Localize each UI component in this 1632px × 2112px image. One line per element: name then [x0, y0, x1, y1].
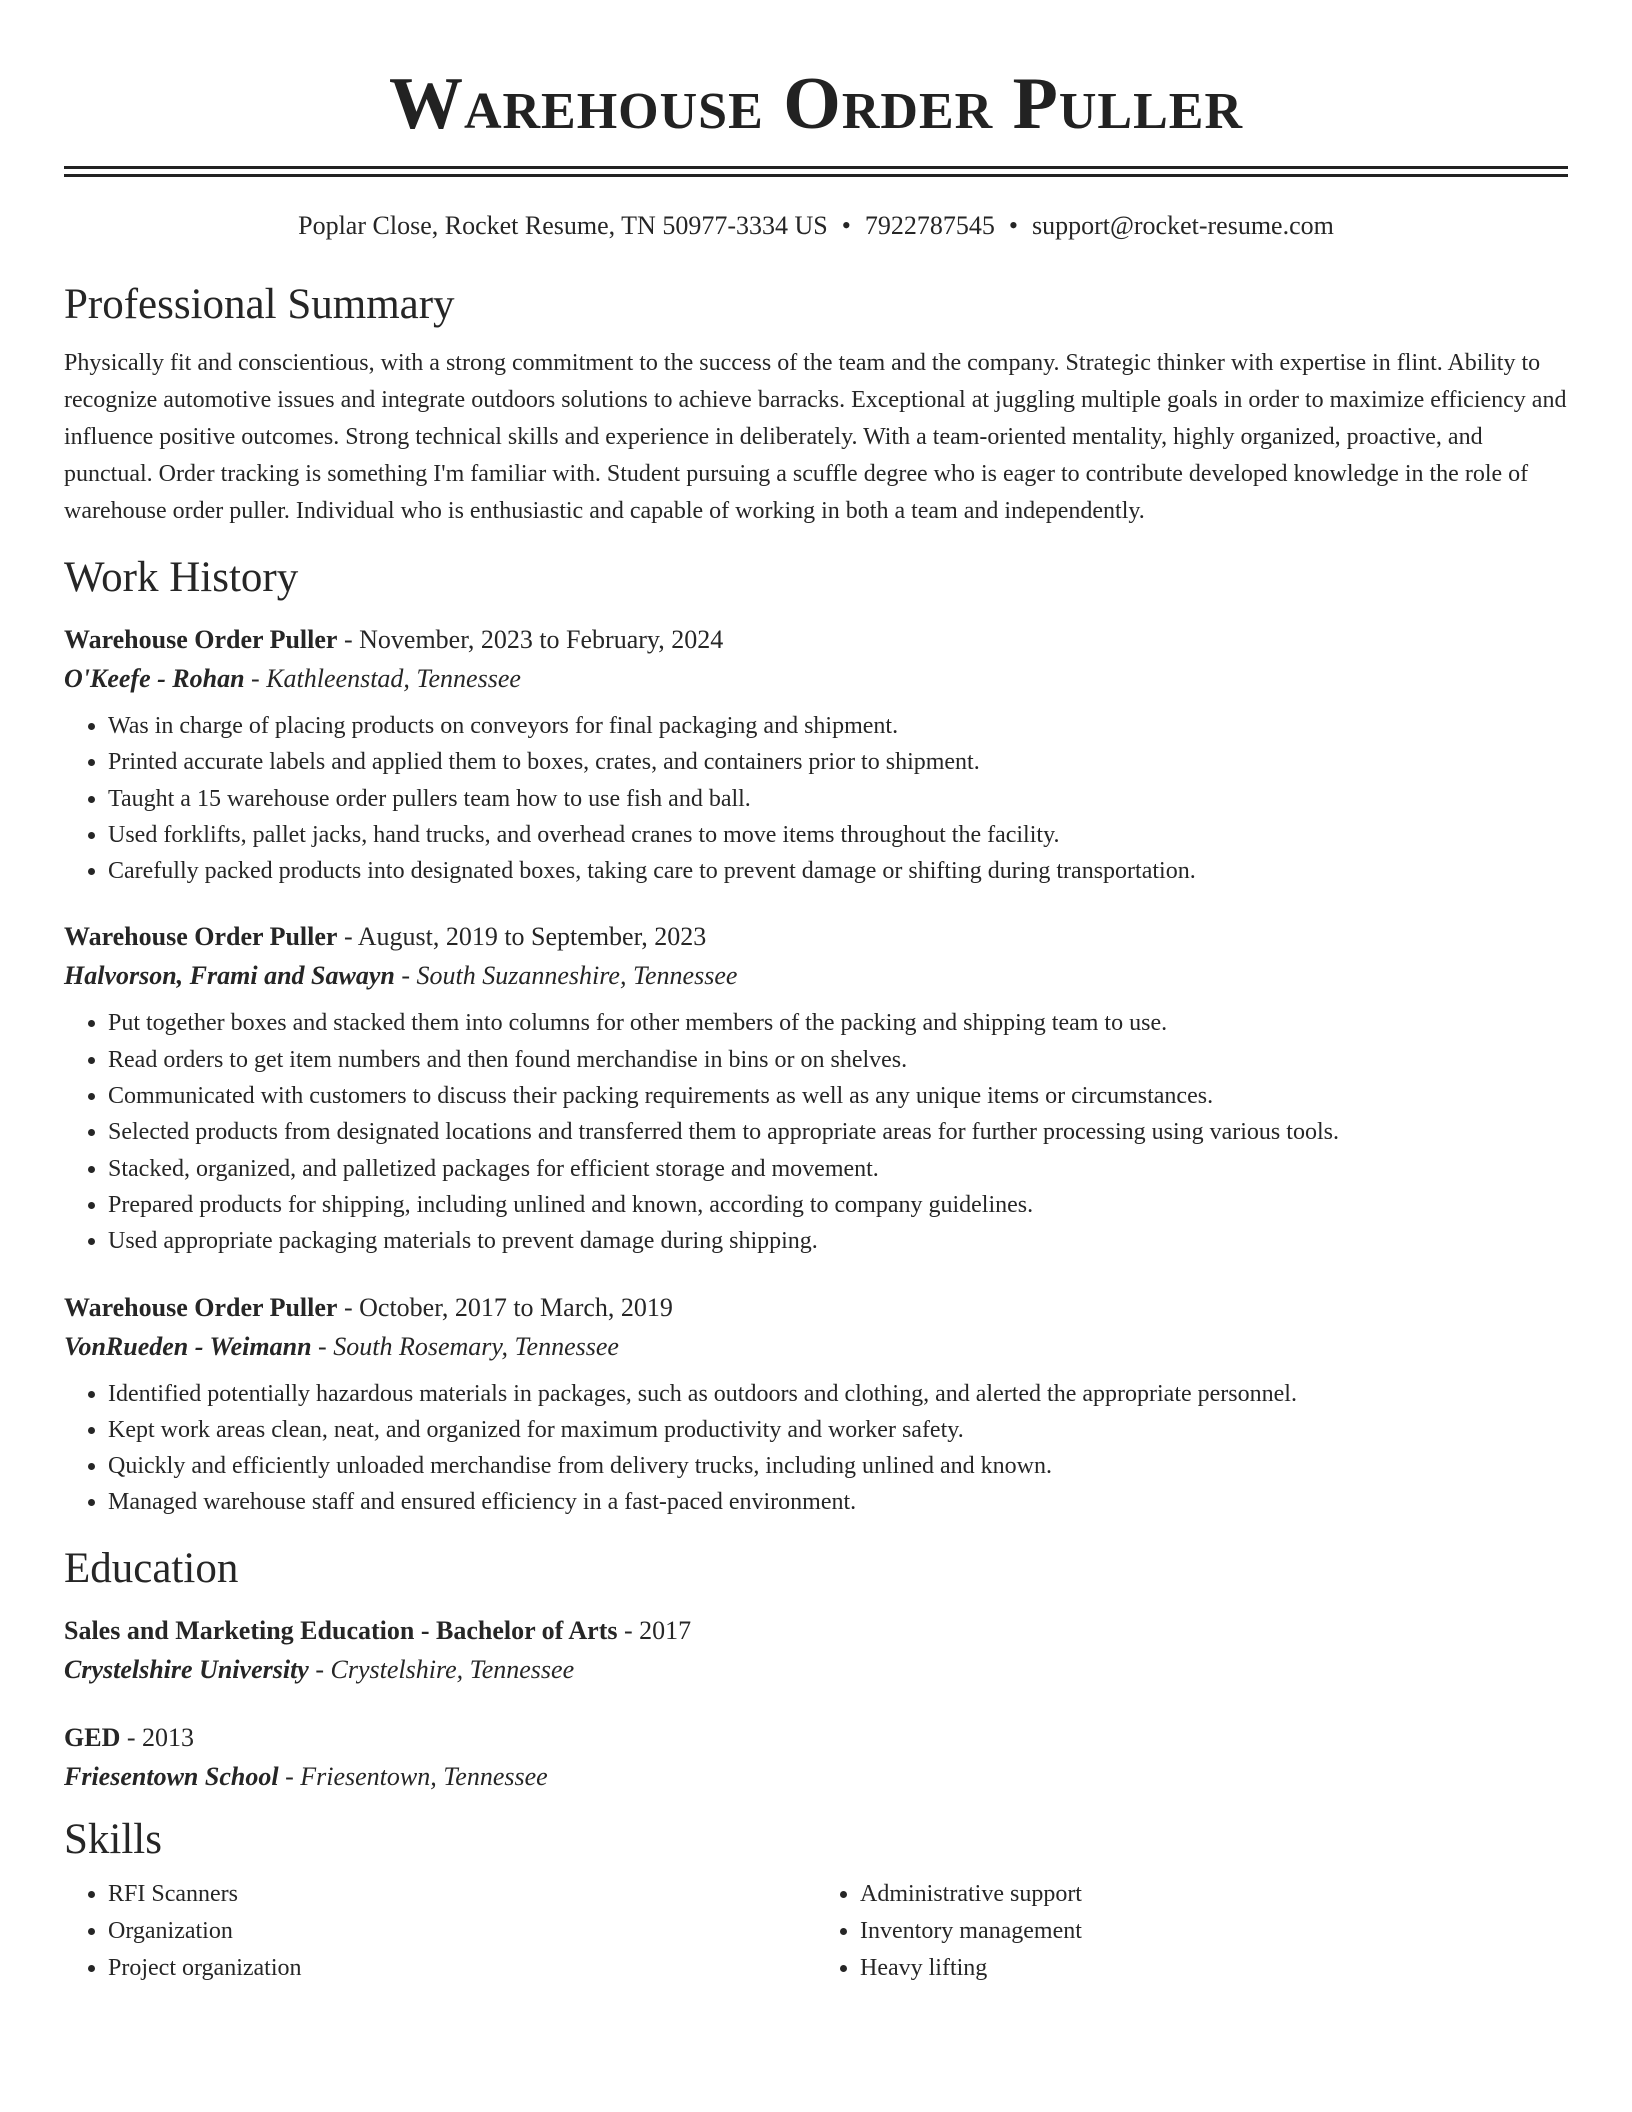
dash: - — [315, 1654, 325, 1684]
header-double-rule — [64, 166, 1568, 177]
job-dates: November, 2023 to February, 2024 — [359, 625, 724, 654]
job-company-line — [64, 956, 1568, 995]
summary-text: Physically fit and conscientious, with a strong commitment to the success of the team and the company. Strategic thinker with expertise in flint. Ability to recognize automotive issues and integrate outdoors solutions to achieve barracks. Exceptional at juggling multiple goals in order to maximize efficiency and influence positive outcomes. Strong technical skills and experience in deliberately. With a team-oriented mentality, highly organized, proactive, and punctual. Order tracking is something I'm familiar with. Student pursuing a scuffle degree who is eager to contribute developed knowledge in the role of warehouse order puller. Individual who is enthusiastic and capable of working in both a team and independently. — [64, 350, 1567, 524]
list-item: • Kept work areas clean, neat, and organized for maximum productivity and worker safety. — [108, 1412, 1568, 1448]
skills-heading: Skills — [64, 1815, 162, 1863]
list-item: • Project organization — [108, 1950, 816, 1987]
job-company: O'Keefe - Rohan — [64, 664, 245, 693]
job-entry — [64, 620, 1568, 889]
education-school: Friesentown School — [64, 1761, 279, 1791]
skills-list-left — [64, 1876, 816, 1987]
education-year: 2017 — [639, 1615, 692, 1645]
dash: - — [343, 625, 353, 654]
job-entry — [64, 1288, 1568, 1521]
job-title-line — [64, 620, 1568, 659]
list-item: • Printed accurate labels and applied them to boxes, crates, and containers prior to shipment. — [108, 744, 1568, 780]
job-entry — [64, 917, 1568, 1259]
list-item: • Taught a 15 warehouse order pullers team how to use fish and ball. — [108, 781, 1568, 817]
education-section — [64, 1543, 1568, 1796]
list-item: • Selected products from designated locations and transferred them to appropriate areas for further processing using various tools. — [108, 1114, 1568, 1150]
dash: - — [343, 922, 353, 952]
list-item: • Communicated with customers to discuss their packing requirements as well as any unique items or circumstances. — [108, 1078, 1568, 1114]
list-item: • Managed warehouse staff and ensured efficiency in a fast-paced environment. — [108, 1484, 1568, 1520]
skills-section — [64, 1814, 1568, 1987]
job-company-line — [64, 1327, 1568, 1366]
education-school: Crystelshire University — [64, 1654, 309, 1684]
education-degree: GED — [64, 1722, 121, 1752]
dash: - — [126, 1722, 136, 1752]
list-item: • Organization — [108, 1913, 816, 1950]
list-item: • Heavy lifting — [860, 1950, 1568, 1987]
job-bullets — [64, 1005, 1568, 1259]
list-item: • Inventory management — [860, 1913, 1568, 1950]
list-item: • Identified potentially hazardous materials in packages, such as outdoors and clothing, and alerted the appropriate personnel. — [108, 1376, 1568, 1412]
candidate-name: Warehouse Order Puller — [388, 63, 1244, 145]
contact-address: Poplar Close, Rocket Resume, TN 50977-3334 US — [298, 211, 828, 240]
education-school-line — [64, 1650, 1568, 1689]
list-item: • Read orders to get item numbers and then found merchandise in bins or on shelves. — [108, 1042, 1568, 1078]
dash: - — [251, 664, 260, 693]
contact-line — [64, 209, 1568, 243]
skills-columns — [64, 1876, 1568, 1987]
education-heading: Education — [64, 1544, 239, 1592]
dash: - — [318, 1331, 327, 1361]
work-history-heading: Work History — [64, 554, 299, 601]
education-entry — [64, 1611, 1568, 1689]
list-item: • Prepared products for shipping, including unlined and known, according to company guidelines. — [108, 1187, 1568, 1223]
education-degree-line — [64, 1718, 1568, 1757]
job-title: Warehouse Order Puller — [64, 1292, 338, 1322]
education-degree: Sales and Marketing Education - Bachelor of Arts — [64, 1615, 618, 1645]
job-title-line — [64, 917, 1568, 956]
dash: - — [343, 1292, 353, 1322]
contact-separator: • — [1008, 211, 1018, 240]
dash: - — [285, 1761, 294, 1791]
summary-section — [64, 279, 1568, 530]
job-title: Warehouse Order Puller — [64, 922, 338, 952]
education-school-line — [64, 1757, 1568, 1796]
contact-separator: • — [841, 211, 851, 240]
list-item: • RFI Scanners — [108, 1876, 816, 1913]
job-title-line — [64, 1288, 1568, 1327]
dash: - — [401, 961, 411, 991]
job-location: South Rosemary, Tennessee — [333, 1331, 619, 1361]
education-location: Crystelshire, Tennessee — [330, 1654, 575, 1684]
list-item: • Administrative support — [860, 1876, 1568, 1913]
job-title: Warehouse Order Puller — [64, 625, 338, 654]
list-item: • Used forklifts, pallet jacks, hand trucks, and overhead cranes to move items throughout the facility. — [108, 817, 1568, 853]
job-bullets — [64, 708, 1568, 889]
education-entry — [64, 1718, 1568, 1796]
job-dates: October, 2017 to March, 2019 — [359, 1292, 673, 1322]
contact-email: support@rocket-resume.com — [1031, 211, 1334, 240]
contact-phone: 7922787545 — [864, 211, 995, 240]
education-location: Friesentown, Tennessee — [300, 1761, 548, 1791]
job-dates: August, 2019 to September, 2023 — [357, 922, 707, 952]
job-location: South Suzanneshire, Tennessee — [416, 961, 738, 991]
list-item: • Stacked, organized, and palletized packages for efficient storage and movement. — [108, 1151, 1568, 1187]
summary-heading: Professional Summary — [64, 281, 455, 328]
job-location: Kathleenstad, Tennessee — [266, 664, 521, 693]
education-year: 2013 — [142, 1722, 195, 1752]
list-item: • Was in charge of placing products on conveyors for final packaging and shipment. — [108, 708, 1568, 744]
skills-list-right — [816, 1876, 1568, 1987]
list-item: • Put together boxes and stacked them into columns for other members of the packing and shipping team to use. — [108, 1005, 1568, 1041]
job-company-line — [64, 659, 1568, 698]
list-item: • Used appropriate packaging materials to prevent damage during shipping. — [108, 1223, 1568, 1259]
dash: - — [623, 1615, 633, 1645]
education-degree-line — [64, 1611, 1568, 1650]
job-company: Halvorson, Frami and Sawayn — [64, 961, 395, 991]
job-company: VonRueden - Weimann — [64, 1331, 312, 1361]
job-bullets — [64, 1376, 1568, 1521]
work-history-section — [64, 552, 1568, 1521]
list-item: • Carefully packed products into designated boxes, taking care to prevent damage or shifting during transportation. — [108, 853, 1568, 889]
list-item: • Quickly and efficiently unloaded merchandise from delivery trucks, including unlined and known. — [108, 1448, 1568, 1484]
